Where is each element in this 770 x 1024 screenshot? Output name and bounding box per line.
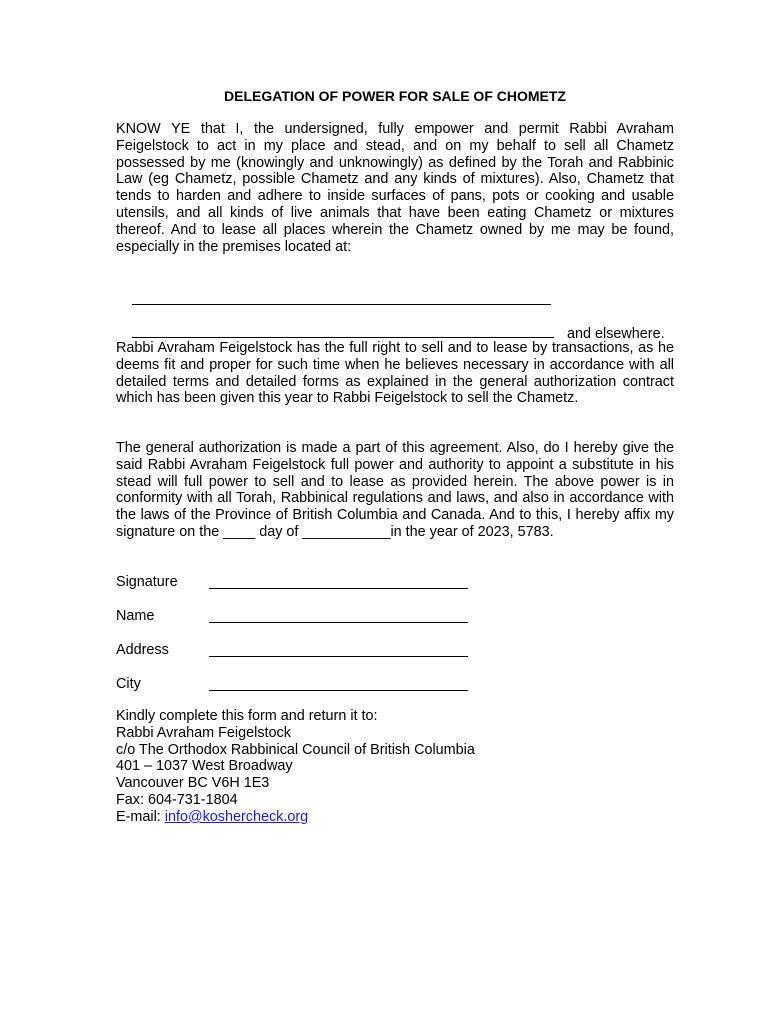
city-field[interactable] <box>209 690 468 691</box>
authority-paragraph: Rabbi Avraham Feigelstock has the full right to sell and to lease by transactions, as he deems fit and proper for such time when he believes necessary in accordance with all detailed terms and detailed forms as explained in the general authorization contract which has been given this year to Rabbi Feigelstock to sell the Chametz. <box>116 340 674 407</box>
name-row <box>116 608 476 625</box>
return-instruction: Kindly complete this form and return it to: <box>116 708 378 724</box>
document-title: DELEGATION OF POWER FOR SALE OF CHOMETZ <box>224 88 566 104</box>
name-field[interactable] <box>209 622 468 623</box>
email-link[interactable]: info@koshercheck.org <box>164 808 309 825</box>
contact-street: 401 – 1037 West Broadway <box>116 758 293 775</box>
contact-name: Rabbi Avraham Feigelstock <box>116 724 291 741</box>
contact-organization: c/o The Orthodox Rabbinical Council of British Columbia <box>116 741 475 758</box>
elsewhere-text: and elsewhere. <box>567 325 665 342</box>
intro-paragraph: KNOW YE that I, the undersigned, fully empower and permit Rabbi Avraham Feigelstock to act in my place and stead, and on my behalf to sell all Chametz possessed by me (knowingly and unknowingly) as defined by the Torah and Rabbinic Law (eg Chametz, possible Chametz and any kinds of mixtures). Also, Chametz that tends to harden and adhere to inside surfaces of pans, pots or cooking and usable utensils, and all kinds of live animals that have been eating Chametz or mixtures thereof. And to lease all places wherein the Chametz owned by me may be found, especially in the premises located at: <box>116 121 674 255</box>
city-row <box>116 676 476 693</box>
city-label: City <box>116 676 141 692</box>
general-authorization-paragraph: The general authorization is made a part of this agreement. Also, do I hereby give the said Rabbi Avraham Feigelstock full power and authority to appoint a substitute in his stead will full power to sell and to lease as provided herein. The above power is in conformity with all Torah, Rabbinical regulations and laws, and also in accordance with the laws of the Province of British Columbia and Canada. And to this, I hereby affix my signature on the ____ day of ___________in the year of 2023, 5783. <box>116 440 674 540</box>
contact-fax: Fax: 604-731-1804 <box>116 791 238 808</box>
email-label: E-mail: <box>116 808 165 825</box>
address-field[interactable] <box>209 656 468 657</box>
signature-row <box>116 574 476 591</box>
address-row <box>116 642 476 659</box>
contact-city: Vancouver BC V6H 1E3 <box>116 775 270 792</box>
contact-block <box>116 708 475 826</box>
address-label: Address <box>116 642 169 658</box>
contact-email-row <box>116 809 475 826</box>
name-label: Name <box>116 608 155 624</box>
signature-field[interactable] <box>209 588 468 589</box>
signature-label: Signature <box>116 574 178 590</box>
